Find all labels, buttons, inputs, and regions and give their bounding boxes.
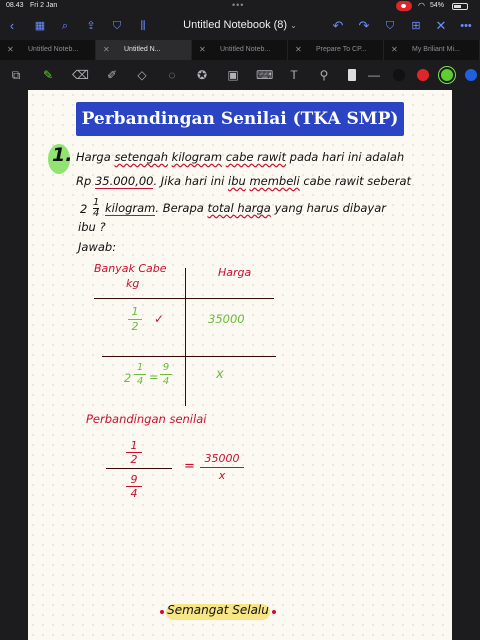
ratio-main-fraction-bar — [106, 468, 172, 469]
fraction-denominator: x — [218, 469, 226, 482]
tab-label: Untitled Noteb... — [28, 46, 79, 53]
tab-label: Untitled N... — [124, 46, 161, 53]
close-icon[interactable]: ✕ — [435, 18, 447, 33]
question-line-4: ibu ? — [78, 220, 106, 234]
tab-close-icon[interactable]: ✕ — [103, 45, 110, 54]
fraction-numerator: 9 — [130, 473, 138, 486]
ratio-equals: = — [184, 459, 195, 474]
tab-label: Prepare To CP... — [316, 46, 367, 53]
fraction-bar — [134, 374, 146, 375]
row2-price-unknown: x — [216, 367, 224, 382]
lasso-icon[interactable]: ◌ — [168, 68, 176, 82]
text: pada hari ini adalah — [286, 150, 405, 164]
tab-label: My Briliant Mi... — [412, 46, 460, 53]
mixed-number-fraction — [93, 198, 99, 219]
color-swatch-green[interactable] — [441, 69, 453, 81]
status-time: 08.43 — [6, 2, 24, 9]
redo-icon[interactable]: ↷ — [358, 18, 370, 33]
page-bookmark-icon[interactable]: ⛉ — [385, 20, 395, 32]
add-page-icon[interactable]: ⊞ — [411, 20, 421, 32]
audio-wave-icon[interactable]: ⫼ — [140, 20, 146, 32]
motivation-text: Semangat Selalu — [167, 603, 269, 617]
tab-close-icon[interactable]: ✕ — [391, 45, 398, 54]
text-emphasis: ibu — [228, 174, 246, 188]
battery-percent: 54% — [430, 2, 445, 9]
text-emphasis: cabe rawit — [225, 150, 286, 164]
text: . Jika hari ini — [153, 174, 228, 188]
row2-quantity-whole: 2 — [124, 371, 132, 385]
grid-icon[interactable]: ▦ — [34, 20, 46, 32]
ratio-bottom-fraction — [126, 474, 142, 499]
fraction-numerator: 35000 — [204, 452, 240, 465]
page-headline: Perbandingan Senilai (TKA SMP) — [76, 102, 404, 136]
mixed-number-whole: 2 — [80, 201, 88, 216]
tab-close-icon[interactable]: ✕ — [199, 45, 206, 54]
row1-price: 35000 — [208, 312, 245, 326]
question-number: 1. — [52, 144, 73, 166]
fraction-numerator: 1 — [130, 439, 138, 452]
status-date: Fri 2 Jan — [30, 2, 58, 9]
more-icon[interactable]: ••• — [460, 20, 472, 32]
back-chevron-icon[interactable]: ‹ — [9, 18, 15, 33]
fraction-denominator: 4 — [130, 487, 138, 500]
row2-improper-fraction — [160, 362, 172, 387]
tab-2[interactable] — [96, 40, 192, 60]
question-line-3 — [80, 198, 386, 219]
row1-quantity-fraction — [128, 306, 142, 333]
tab-1[interactable] — [0, 40, 96, 60]
text: yang harus dibayar — [270, 201, 387, 215]
notebook-page[interactable] — [28, 90, 452, 640]
text: Harga — [76, 150, 115, 164]
search-icon[interactable]: ⌕ — [61, 20, 69, 32]
fraction-denominator: 2 — [131, 320, 139, 333]
text-emphasis: setengah — [114, 150, 169, 164]
nav-bar — [0, 14, 480, 40]
ratio-top-fraction — [126, 440, 142, 465]
lasso-image-icon[interactable]: ⧉ — [11, 68, 21, 82]
title-chevron-down-icon: ⌄ — [290, 21, 297, 30]
table-row-divider — [102, 356, 276, 357]
text: . Berapa — [155, 201, 208, 215]
tab-4[interactable] — [288, 40, 384, 60]
text: Rp — [76, 174, 95, 188]
fraction-denominator: 4 — [162, 376, 170, 387]
table-header-qty: Banyak Cabe — [94, 262, 167, 275]
tab-close-icon[interactable]: ✕ — [7, 45, 14, 54]
fraction-numerator: 1 — [92, 197, 100, 208]
row2-quantity-fraction — [134, 362, 146, 387]
fraction-denominator: 4 — [92, 208, 100, 219]
text-emphasis: membeli — [249, 174, 300, 188]
multitask-dots-icon[interactable]: ••• — [232, 0, 245, 10]
notebook-title[interactable] — [150, 19, 330, 31]
text-emphasis: 35.000,00 — [94, 174, 154, 188]
decor-dot — [272, 610, 276, 614]
wifi-icon: ◠ — [418, 1, 425, 10]
color-swatch-red[interactable] — [417, 69, 429, 81]
ratio-right-fraction — [200, 452, 244, 483]
fraction-denominator: 2 — [130, 453, 138, 466]
row2-equals: = — [149, 370, 159, 384]
keyboard-icon[interactable]: ⌨ — [256, 68, 274, 82]
table-header-divider — [94, 298, 274, 299]
check-mark-icon: ✓ — [154, 312, 165, 326]
fraction-bar — [200, 467, 244, 468]
notebook-title-text: Untitled Notebook (8) — [183, 19, 288, 31]
question-line-1 — [76, 150, 404, 164]
fraction-bar — [160, 374, 172, 375]
battery-icon — [452, 3, 468, 10]
tab-3[interactable] — [192, 40, 288, 60]
text-box-icon[interactable]: T — [290, 68, 298, 82]
laser-pointer-icon[interactable]: ⚲ — [319, 68, 329, 82]
text-emphasis: kilogram — [105, 201, 156, 215]
eraser-icon[interactable]: ⌫ — [72, 68, 89, 82]
screen-recording-icon — [396, 1, 412, 11]
stroke-width-icon[interactable]: — — [368, 68, 380, 82]
color-swatch-black[interactable] — [393, 69, 405, 81]
question-line-2 — [76, 174, 411, 188]
drawing-toolbar — [0, 60, 480, 90]
text-emphasis: kilogram — [171, 150, 223, 164]
status-bar — [0, 0, 480, 14]
tab-bar — [0, 40, 480, 60]
table-column-divider — [185, 268, 186, 406]
motivation-sticker — [158, 598, 278, 624]
table-header-price: Harga — [218, 266, 252, 279]
pen-tool-icon[interactable]: ✎ — [42, 68, 54, 82]
undo-icon[interactable]: ↶ — [332, 18, 344, 33]
fraction-numerator: 9 — [162, 362, 170, 373]
share-icon[interactable]: ⇪ — [86, 20, 96, 32]
image-icon[interactable]: ▣ — [227, 68, 239, 82]
tab-5[interactable] — [384, 40, 480, 60]
ratio-label: Perbandingan senilai — [86, 412, 207, 426]
tab-close-icon[interactable]: ✕ — [295, 45, 302, 54]
answer-label: Jawab: — [78, 240, 117, 254]
bookmark-icon[interactable]: ⛉ — [112, 20, 122, 32]
pen-size-icon[interactable] — [348, 69, 356, 81]
text: cabe rawit seberat — [299, 174, 412, 188]
fraction-numerator: 1 — [136, 362, 144, 373]
fraction-denominator: 4 — [136, 376, 144, 387]
highlighter-icon[interactable]: ✐ — [106, 68, 118, 82]
table-header-qty-unit: kg — [126, 277, 140, 290]
text-emphasis: total harga — [207, 201, 271, 215]
tab-label: Untitled Noteb... — [220, 46, 271, 53]
shapes-icon[interactable]: ◇ — [137, 68, 147, 82]
sticker-icon[interactable]: ✪ — [196, 68, 208, 82]
fraction-numerator: 1 — [131, 305, 139, 318]
color-swatch-blue[interactable] — [465, 69, 477, 81]
